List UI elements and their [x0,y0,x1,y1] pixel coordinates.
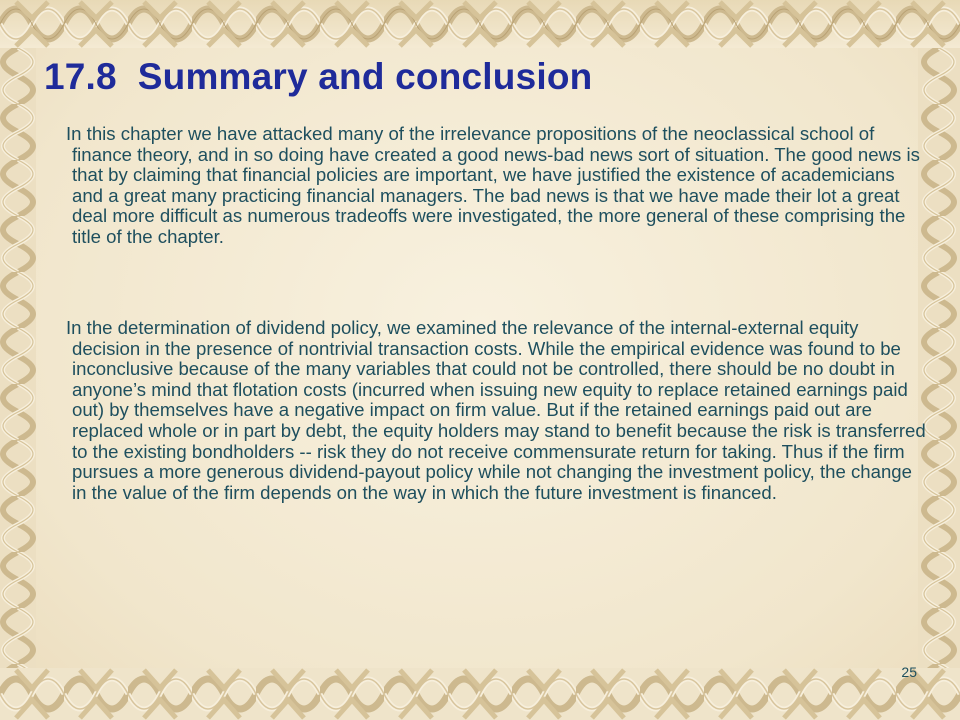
slide-title: 17.8 Summary and conclusion [44,56,593,97]
celtic-knot-border-top-icon [0,0,960,48]
paragraph-intro: In this chapter we have attacked many of the irrelevance propositions of the neoclassical school of finance theory, and in so doing have created a good news-bad news sort of situation. The good news is that by claiming that financial policies are important, we have justified the existence of academicians and a great many practicing financial managers. The bad news is that we have made their lot a great deal more difficult as numerous tradeoffs were investigated, the more general of these comprising the title of the chapter. [66,123,920,247]
celtic-knot-border-left-icon [0,48,36,668]
celtic-knot-border-bottom-icon [0,668,960,720]
page-number: 25 [901,664,917,680]
paragraph-dividend-policy: In the determination of dividend policy, we examined the relevance of the internal-external equity decision in the presence of nontrivial transaction costs. While the empirical evidence was found to be inconclusive because of the many variables that could not be controlled, there should be no doubt in anyone’s mind that flotation costs (incurred when issuing new equity to replace retained earnings paid out) by themselves have a negative impact on firm value. But if the retained earnings paid out are replaced whole or in part by debt, the equity holders may stand to benefit because the risk is transferred to the existing bondholders -- risk they do not receive commensurate return for taking. Thus if the firm pursues a more generous dividend-payout policy while not changing the investment policy, the change in the value of the firm depends on the way in which the future investment is financed. [66,317,926,503]
